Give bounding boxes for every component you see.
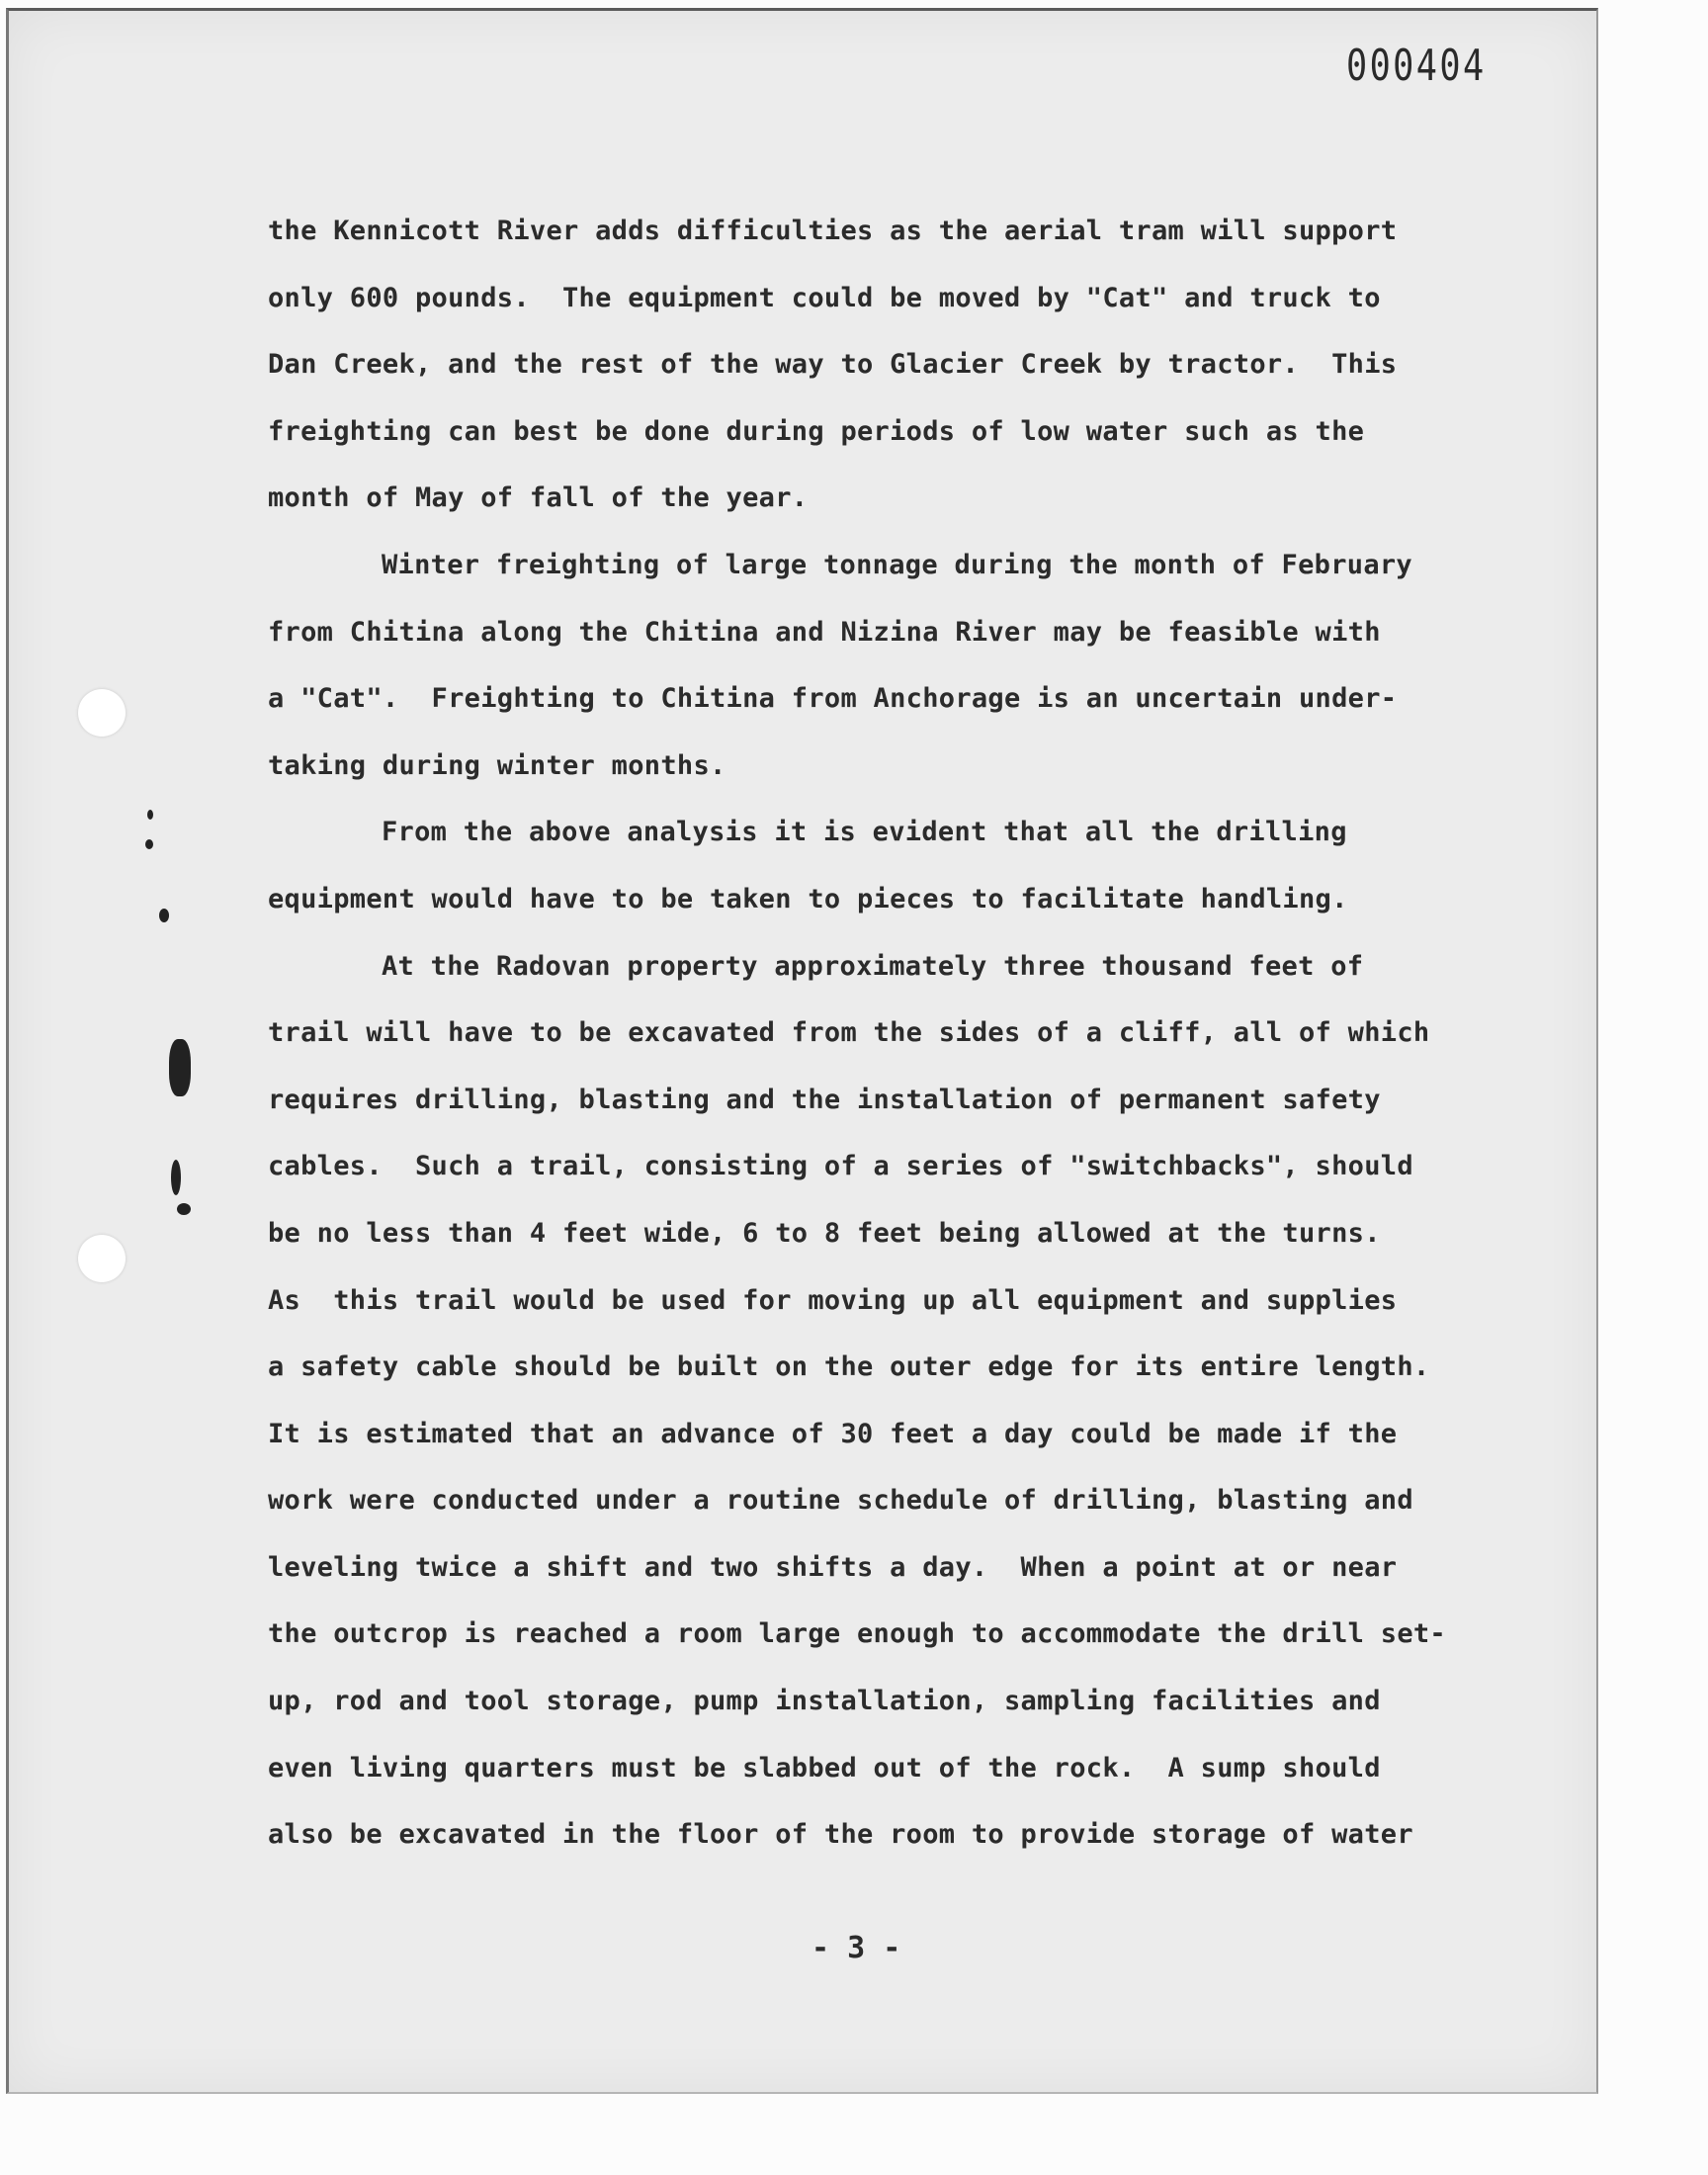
- text-line: equipment would have to be taken to pieces to facilitate handling.: [268, 883, 1348, 914]
- text-line: work were conducted under a routine schedule of drilling, blasting and: [268, 1485, 1413, 1517]
- text-line: up, rod and tool storage, pump installation, sampling facilities and: [268, 1686, 1381, 1717]
- text-line: the Kennicott River adds difficulties as the aerial tram will support: [268, 216, 1398, 246]
- ink-smudge: [171, 1160, 181, 1195]
- document-page: [6, 8, 1598, 2094]
- text-line: month of May of fall of the year.: [268, 482, 809, 514]
- ink-smudge: [177, 1203, 191, 1215]
- text-line: requires drilling, blasting and the installation of permanent safety: [268, 1084, 1381, 1115]
- text-line: At the Radovan property approximately three thousand feet of: [382, 950, 1364, 982]
- text-line: taking during winter months.: [268, 749, 726, 781]
- text-line: even living quarters must be slabbed out of the rock. A sump should: [268, 1752, 1381, 1784]
- text-line: from Chitina along the Chitina and Nizina River may be feasible with: [268, 616, 1381, 648]
- text-line: leveling twice a shift and two shifts a day. When a point at or near: [268, 1551, 1398, 1583]
- ink-smudge: [169, 1039, 191, 1096]
- text-line: only 600 pounds. The equipment could be moved by "Cat" and truck to: [268, 282, 1381, 313]
- text-line: As this trail would be used for moving up all equipment and supplies: [268, 1284, 1398, 1316]
- text-line: be no less than 4 feet wide, 6 to 8 feet being allowed at the turns.: [268, 1217, 1381, 1249]
- text-line: freighting can best be done during periods of low water such as the: [268, 415, 1365, 447]
- punch-hole-top: [78, 689, 126, 737]
- document-control-number: 000404: [1346, 41, 1487, 91]
- ink-smudge: [145, 839, 153, 849]
- text-line: also be excavated in the floor of the room to provide storage of water: [268, 1819, 1413, 1851]
- text-line: trail will have to be excavated from the sides of a cliff, all of which: [268, 1017, 1430, 1049]
- text-line: a "Cat". Freighting to Chitina from Anchorage is an uncertain under-: [268, 683, 1398, 715]
- text-line: the outcrop is reached a room large enough to accommodate the drill set-: [268, 1618, 1446, 1650]
- text-line: a safety cable should be built on the outer edge for its entire length.: [268, 1351, 1430, 1383]
- text-line: It is estimated that an advance of 30 feet a day could be made if the: [268, 1418, 1398, 1449]
- page-number: - 3 -: [811, 1931, 901, 1965]
- body-text: [268, 198, 1494, 1869]
- ink-smudge: [147, 810, 153, 820]
- text-line: From the above analysis it is evident that all the drilling: [382, 817, 1347, 848]
- text-line: Winter freighting of large tonnage during the month of February: [382, 549, 1412, 580]
- text-line: Dan Creek, and the rest of the way to Glacier Creek by tractor. This: [268, 349, 1398, 381]
- punch-hole-bottom: [78, 1235, 126, 1282]
- text-line: cables. Such a trail, consisting of a series of "switchbacks", should: [268, 1151, 1413, 1182]
- ink-smudge: [159, 909, 169, 922]
